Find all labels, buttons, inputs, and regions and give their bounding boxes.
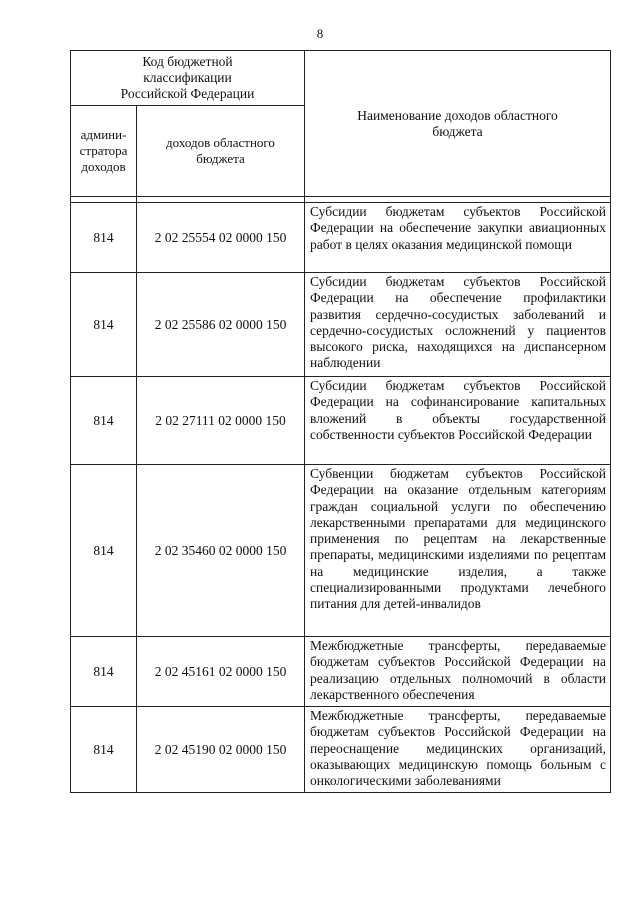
table-row <box>71 637 611 707</box>
income-code-cell: 2 02 45190 02 0000 150 <box>137 707 305 793</box>
header-income-code <box>137 106 305 197</box>
table-row <box>71 707 611 793</box>
income-name-cell: Межбюджетные трансферты, передаваемые бюджетам субъектов Российской Федерации на переоснащение медицинских организаций, оказывающих медицинскую помощь больным с онкологическими заболеваниями <box>305 707 611 793</box>
income-code-cell: 2 02 25554 02 0000 150 <box>137 203 305 273</box>
income-name-cell: Субвенции бюджетам субъектов Российской Федерации на оказание отдельным категориям граждан социальной услуги по обеспечению лекарственными препаратами для медицинского применения по рецептам на лекарственные препараты, медицинскими изделиями по рецептам на медицинские изделия, а также специализированными продуктами лечебного питания для детей-инвалидов <box>305 465 611 637</box>
table-row <box>71 273 611 377</box>
page-number: 8 <box>316 26 324 41</box>
table-row <box>71 377 611 465</box>
income-code-cell: 2 02 35460 02 0000 150 <box>137 465 305 637</box>
income-name-cell: Межбюджетные трансферты, передаваемые бюджетам субъектов Российской Федерации на реализацию отдельных полномочий в области лекарственного обеспечения <box>305 637 611 707</box>
header-classification-code-text: Код бюджетной классификации Российской Федерации <box>120 54 255 101</box>
table-row <box>71 465 611 637</box>
budget-classification-table <box>70 50 611 793</box>
income-code-cell: 2 02 45161 02 0000 150 <box>137 637 305 707</box>
table-row <box>71 203 611 273</box>
admin-code-cell: 814 <box>71 637 137 707</box>
admin-code-cell: 814 <box>71 465 137 637</box>
header-classification-code <box>71 51 305 106</box>
header-row-group <box>71 51 611 106</box>
income-name-cell: Субсидии бюджетам субъектов Российской Федерации на обеспечение закупки авиационных работ в целях оказания медицинской помощи <box>305 203 611 273</box>
header-administrator-text: админи-стратора доходов <box>79 127 128 174</box>
income-code-cell: 2 02 27111 02 0000 150 <box>137 377 305 465</box>
admin-code-cell: 814 <box>71 377 137 465</box>
header-income-code-text: доходов областного бюджета <box>166 135 275 166</box>
header-administrator <box>71 106 137 197</box>
header-income-name-text: Наименование доходов областного бюджета <box>357 107 558 139</box>
admin-code-cell: 814 <box>71 273 137 377</box>
income-name-cell: Субсидии бюджетам субъектов Российской Федерации на обеспечение профилактики развития сердечно-сосудистых заболеваний и сердечно-сосудистых осложнений у пациентов высокого риска, находящихся на диспансерном наблюдении <box>305 273 611 377</box>
admin-code-cell: 814 <box>71 203 137 273</box>
admin-code-cell: 814 <box>71 707 137 793</box>
income-code-cell: 2 02 25586 02 0000 150 <box>137 273 305 377</box>
header-income-name <box>305 51 611 197</box>
income-name-cell: Субсидии бюджетам субъектов Российской Федерации на софинансирование капитальных вложений в объекты государственной собственности субъектов Российской Федерации <box>305 377 611 465</box>
